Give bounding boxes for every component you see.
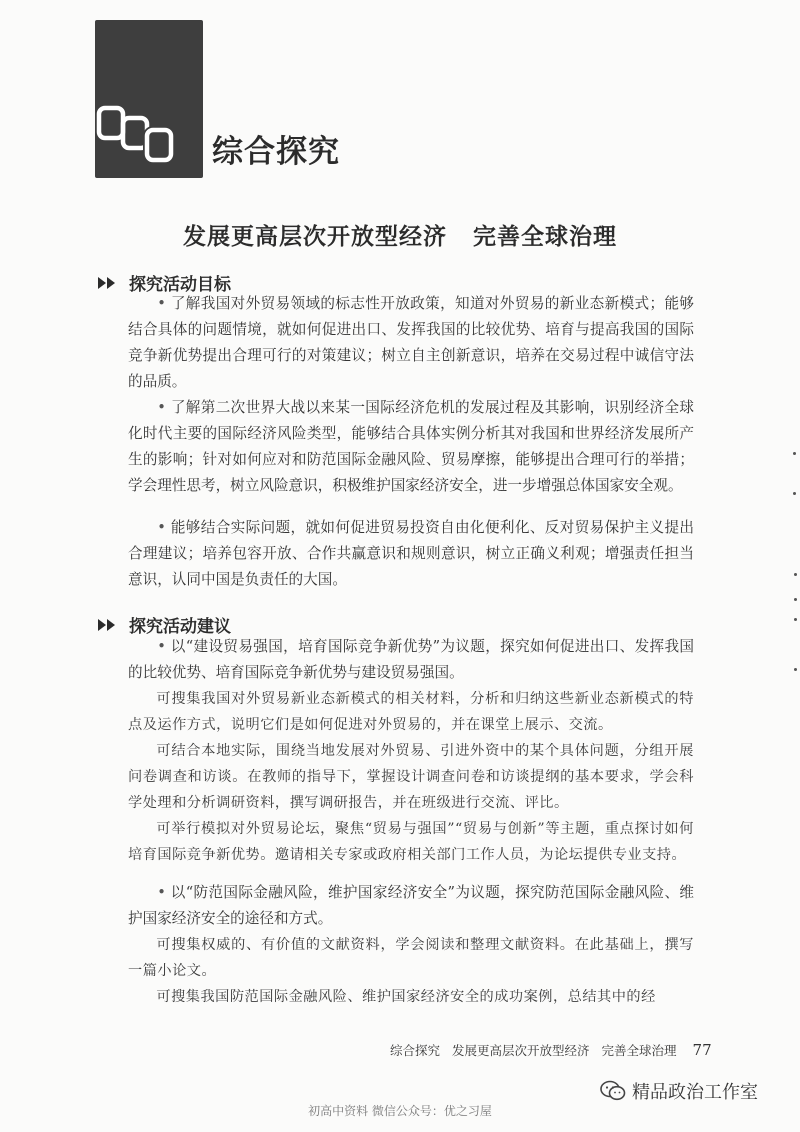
section-label: 综合探究 bbox=[212, 134, 340, 170]
topic-1-item-2: 可结合本地实际，围绕当地发展对外贸易、引进外资中的某个具体问题，分组开展问卷调查和访谈。在教师的指导下，掌握设计调查问卷和访谈提纲的基本要求，学会科学处理和分析调研资料，撰写调研报告，并在班级进行交流、评比。 bbox=[128, 743, 694, 811]
topic-2-item-2: 可搜集我国防范国际金融风险、维护国家经济安全的成功案例，总结其中的经 bbox=[156, 989, 656, 1005]
goals-heading-text: 探究活动目标 bbox=[129, 275, 231, 295]
goal-paragraph-2: • 了解第二次世界大战以来某一国际经济危机的发展过程及其影响，识别经济全球化时代主要的国际经济风险类型，能够结合具体实例分析其对我国和世界经济发展所产生的影响；针对如何应对和防范国际金融风险、贸易摩擦，能够提出合理可行的举措；学会理性思考，树立风险意识，积极维护国家经济安全，进一步增强总体国家安全观。 bbox=[128, 399, 694, 494]
footer-part-a: 综合探究 bbox=[390, 1043, 441, 1058]
double-arrow-icon bbox=[97, 618, 119, 632]
running-footer bbox=[390, 1041, 712, 1059]
title-part-1: 发展更高层次开放型经济 bbox=[183, 223, 447, 250]
edge-mark bbox=[794, 618, 797, 621]
topic-2-item-1: 可搜集权威的、有价值的文献资料，学会阅读和整理文献资料。在此基础上，撰写一篇小论文。 bbox=[128, 937, 694, 979]
double-arrow-icon bbox=[97, 276, 119, 290]
wechat-icon bbox=[600, 1080, 626, 1102]
page-number: 77 bbox=[692, 1041, 712, 1059]
edge-mark bbox=[794, 573, 797, 576]
edge-mark bbox=[794, 598, 797, 601]
title-part-2: 完善全球治理 bbox=[473, 223, 617, 250]
linked-squares-icon bbox=[96, 102, 178, 166]
page-title bbox=[0, 218, 800, 251]
topic-2: • 以“防范国际金融风险，维护国家经济安全”为议题，探究防范国际金融风险、维护国家经济安全的途径和方式。 bbox=[128, 884, 695, 927]
footer-part-c: 完善全球治理 bbox=[601, 1043, 677, 1058]
topic-1: • 以“建设贸易强国，培育国际竞争新优势”为议题，探究如何促进出口、发挥我国的比较优势、培育国际竞争新优势与建设贸易强国。 bbox=[128, 638, 695, 681]
goal-paragraph-3: • 能够结合实际问题，就如何促进贸易投资自由化便利化、反对贸易保护主义提出合理建议；培养包容开放、合作共赢意识和规则意识，树立正确义利观；增强责任担当意识，认同中国是负责任的大国。 bbox=[128, 519, 694, 588]
topic-1-item-3: 可举行模拟对外贸易论坛，聚焦“贸易与强国”“贸易与创新”等主题，重点探讨如何培育国际竞争新优势。邀请相关专家或政府相关部门工作人员，为论坛提供专业支持。 bbox=[128, 821, 694, 863]
bottom-caption: 初高中资料 微信公众号：优之习屋 bbox=[308, 1104, 492, 1118]
suggestions-heading-text: 探究活动建议 bbox=[129, 617, 231, 637]
wechat-watermark bbox=[600, 1078, 758, 1104]
wechat-name: 精品政治工作室 bbox=[632, 1082, 758, 1103]
edge-mark bbox=[794, 668, 797, 671]
goal-paragraph-1: • 了解我国对外贸易领域的标志性开放政策，知道对外贸易的新业态新模式；能够结合具体的问题情境，就如何促进出口、发挥我国的比较优势、培育与提高我国的国际竞争新优势提出合理可行的对策建议；树立自主创新意识，培养在交易过程中诚信守法的品质。 bbox=[128, 295, 694, 390]
edge-mark bbox=[793, 492, 796, 495]
footer-part-b: 发展更高层次开放型经济 bbox=[452, 1043, 590, 1058]
topic-1-item-1: 可搜集我国对外贸易新业态新模式的相关材料，分析和归纳这些新业态新模式的特点及运作方式，说明它们是如何促进对外贸易的，并在课堂上展示、交流。 bbox=[128, 691, 694, 733]
edge-mark bbox=[793, 452, 796, 455]
